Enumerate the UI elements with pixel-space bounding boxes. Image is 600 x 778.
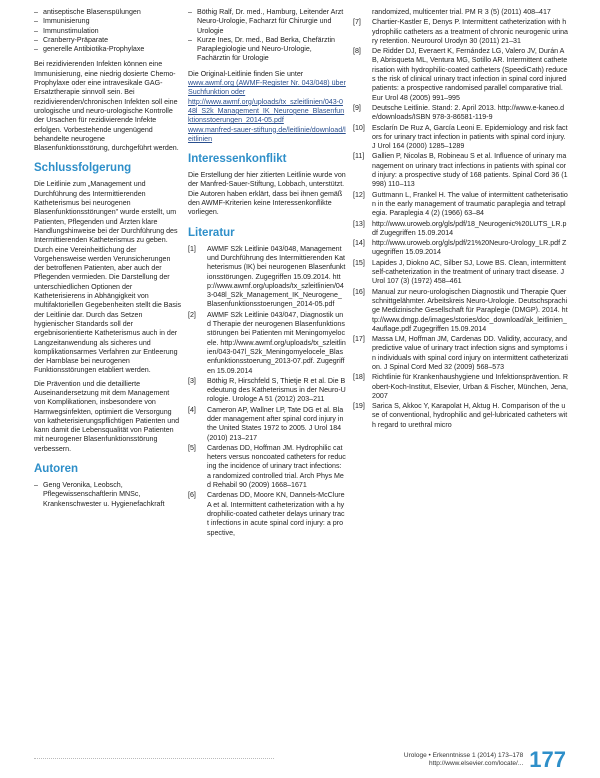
reference-number: [15] <box>353 258 365 267</box>
reference-number: [10] <box>353 123 365 132</box>
list-item: – Böthig Ralf, Dr. med., Hamburg, Leitender Arzt Neuro-Urologie, Facharzt für Chirurgie und Urologie <box>188 8 346 36</box>
list-item: – generelle Antibiotika-Prophylaxe <box>34 45 182 54</box>
reference-text: Lapides J, Diokno AC, Silber SJ, Lowe BS. Clean, intermittent self-catheterization in the treatment of urinary tract disease. J Urol 107 (3) (1972) 458–461 <box>372 258 566 286</box>
paragraph: Die Original-Leitlinie finden Sie unter <box>188 69 304 78</box>
reference-item <box>353 152 568 189</box>
reference-number: [4] <box>188 405 196 414</box>
reference-item <box>353 8 568 17</box>
reference-number: [9] <box>353 103 361 112</box>
reference-item <box>353 402 568 430</box>
reference-text: Massa LM, Hoffman JM, Cardenas DD. Validity, accuracy, and predictive value of urinary tract infection signs and symptoms in individuals with spinal cord injury on intermittent catheterization. J Spinal Cord Med 32 (2009) 568–573 <box>372 335 568 371</box>
reference-number: [3] <box>188 376 196 385</box>
reference-list <box>353 8 568 430</box>
section-heading-conclusion: Schlussfolgerung <box>34 162 132 175</box>
reference-number: [16] <box>353 287 365 296</box>
reference-item <box>188 406 346 443</box>
reference-text: Böthig R, Hirschfeld S, Thietje R et al. Die Bedeutung des Katheterismus in der Neuro-Urologie. Urologe A 51 (2012) 203–211 <box>207 376 346 404</box>
reference-text: Deutsche Leitlinie. Stand: 2. April 2013. http://www.e-kaneo.de/downloads/ISBN 978-3-86581-119-9 <box>372 103 565 122</box>
reference-number: [7] <box>353 18 361 27</box>
reference-text: Cardenas DD, Moore KN, Dannels-McClure A et al. Intermittent catheterization with a hydrophilic-coated catheter delays urinary tract infections in acute spinal cord injury: a prospective, <box>207 491 345 537</box>
reference-text: http://www.uroweb.org/gls/pdf/18_Neurogenic%20LUTS_LR.pdf Zugegriffen 15.09.2014 <box>372 219 567 237</box>
reference-item <box>353 220 568 239</box>
reference-item <box>353 373 568 401</box>
reference-item <box>353 191 568 219</box>
list-item: – Immunisierung <box>34 17 182 26</box>
section-heading-authors: Autoren <box>34 463 79 476</box>
footer-rule <box>34 758 274 759</box>
reference-item <box>353 288 568 334</box>
journal-citation: Urologe • Erkenntnisse 1 (2014) 173–178 <box>403 752 524 759</box>
reference-item <box>353 104 568 123</box>
reference-text: Esclarín De Ruz A, García Leoni E. Epidemiology and risk factors for urinary tract infection in patients with spinal cord injury. J Urol 164 (2000) 1285–1289 <box>372 123 568 151</box>
reference-number: [1] <box>188 244 196 253</box>
paragraph: Die Leitlinie zum „Management und Durchführung des Intermittierenden Katheterismus bei neurogenen Blasenfunktionsstörungen" wurde erstellt, um Patienten, Pflegenden und Ärzten klare Handlungshinweise bei der Durchführung des Intermittierenden Katheterismus zu geben. Durch eine Vereinheitlichung der Vorgehensweise werden Verunsicherungen der betroffenen Patienten, aber auch der Pflegenden vermieden. Die Darstellung der unterschiedlichen Optionen der Katheterisierens in Abhängigkeit von multifaktoriellen Gegebenheiten stellt die Basis der Leitlinie dar. Durch das Setzen hygienischer Standards soll der ergebnisorientierte Katheterismus auch in der Langzeitanwendung als sicheres und komplikationsarmes Verfahren zur Entleerung der Harnblase bei neurogenen Funktionsstörungen etabliert werden. <box>34 180 182 375</box>
reference-item <box>353 47 568 103</box>
reference-number: [13] <box>353 219 365 228</box>
reference-text: Cameron AP, Wallner LP, Tate DG et al. Bladder management after spinal cord injury in the United States 1972 to 2005. J Urol 184 (2010) 213–217 <box>207 405 344 442</box>
reference-text: Manual zur neuro-urologischen Diagnostik und Therapie Querschnittgelähmter. Arbeitskreis Neuro-Urologie. Deutschsprachige Medizinische Gesellschaft für Paraplegie (DMGP). 2014. http://www.dmgp.de/images/stories/doc_download/ak_leitlinien_4auflage.pdf Zugegriffen 15.09.2014 <box>372 287 568 333</box>
reference-number: [11] <box>353 152 365 161</box>
reference-item <box>188 311 346 376</box>
footer-citation <box>404 752 523 768</box>
reference-text: De Ridder DJ, Everaert K, Fernández LG, Valero JV, Durán AB, Abrisqueta ML, Ventura MG, Sotillo AR. Intermittent catheterisation with hydrophilic-coated catheters (SpeediCath) reduces the risk of clinical urinary tract infection in spinal cord injured patients: a prospective randomised parallel comparative trial. Eur Urol 48 (2005) 991–995 <box>372 47 568 102</box>
section-heading-conflict: Interessenkonflikt <box>188 153 287 166</box>
page-footer <box>404 748 566 772</box>
guideline-link[interactable]: http://www.awmf.org/uploads/tx_szleitlinien/043-048l_S2k_Management_IK_Neurogene_Blasenfunktionsstoerungen_2014-05.pdf <box>188 97 345 125</box>
reference-item <box>353 124 568 152</box>
column-1 <box>34 8 182 509</box>
paragraph: Bei rezidivierenden Infekten können eine Immunisierung, eine niedrig dosierte Chemo-Prophylaxe oder eine intravesikale GAG-Ersatztherapie sinnvoll sein. Bei rezidivierenden/chronischen Infekten soll eine urologische und neuro-urologische Kontrolle der Ursachen für rezidivierende Infekte erfolgen. Vorbestehende ungenügend behandelte neurogene Blasenfunktionsstörung, durchgeführt werden. <box>34 60 179 153</box>
reference-number: [14] <box>353 239 365 248</box>
column-2 <box>188 8 346 539</box>
section-heading-literature: Literatur <box>188 226 235 239</box>
reference-text: Guttmann L, Frankel H. The value of intermittent catheterisation in the early management of traumatic paraplegia and tetraplegia. Paraplegia 4 (2) (1966) 63–84 <box>372 190 568 218</box>
list-item: – Geng Veronika, Leobsch, Pflegewissenschaftlerin MNSc, Krankenschwester u. Hygienefachkraft <box>34 481 182 509</box>
reference-number: [12] <box>353 190 365 199</box>
reference-item <box>188 377 346 405</box>
journal-url[interactable]: http://www.elsevier.com/locate/... <box>428 760 524 767</box>
reference-text: Sarica S, Akkoc Y, Karapolat H, Aktug H. Comparison of the use of conventional, hydrophilic and gel-lubricated catheters with regard to urethral micro <box>372 402 568 429</box>
reference-text: AWMF S2k Leitlinie 043/048, Management und Durchführung des Intermittierenden Katheterismus (IK) bei neurogenen Blasenfunktionsstörungen. Zugegriffen 15.09.2014. http://www.awmf.org/uploads/tx_szleitlinien/043-048l_S2k_Management_IK_Neurogene_Blasenfunktionsstoerungen_2014-05.pdf <box>207 244 346 309</box>
reference-number: [18] <box>353 373 365 382</box>
reference-number: [2] <box>188 310 196 319</box>
reference-text: Gallien P, Nicolas B, Robineau S et al. Influence of urinary management on urinary tract infections in patients with spinal cord injury: a prospective study of 168 patients. Spinal Cord 36 (1998) 110–113 <box>372 152 568 189</box>
bullet-list <box>34 8 182 54</box>
reference-item <box>188 245 346 310</box>
reference-text: Chartier-Kastler E, Denys P. Intermittent catheterization with hydrophilic catheters as a treatment of chronic neurogenic urinary retention. Neurourol Urodyn 30 (2011) 21–31 <box>372 18 568 45</box>
reference-number: [19] <box>353 402 365 411</box>
author-list <box>34 481 182 509</box>
guideline-link[interactable]: www.manfred-sauer-stiftung.de/leitlinie/download/leitlinien <box>188 125 346 143</box>
paragraph: Die Prävention und die detaillierte Auseinandersetzung mit dem Management von Komplikationen, insbesondere von Harnwegsinfekten, optimiert die Versorgung von katheterisierungspflichtigen Patienten und kann damit die Lebensqualität von Patienten mit neurogener Blasenfunktionsstörung verbessern. <box>34 379 180 453</box>
list-item: – Immunstimulation <box>34 27 182 36</box>
reference-item <box>353 259 568 287</box>
column-3 <box>353 8 568 431</box>
author-list-continued <box>188 8 346 64</box>
reference-text: AWMF S2k Leitlinie 043/047, Diagnostik und Therapie der neurogenen Blasenfunktionsstörungen bei Patienten mit Meningomyelocele. http://www.awmf.org/uploads/tx_szleitlinien/043-047l_S2k_Meningomyelocele_Blasenfunktionsstoerung_2013-07.pdf. Zugegriffen 15.09.2014 <box>207 310 346 375</box>
paragraph: Die Erstellung der hier zitierten Leitlinie wurde von der Manfred-Sauer-Stiftung, Lobbach, unterstützt. Die Autoren haben erklärt, dass bei ihnen gemäß den AWMF-Kriterien keine Interessenkonflikte vorliegen. <box>188 171 346 217</box>
reference-number: [17] <box>353 335 365 344</box>
reference-number: [5] <box>188 443 196 452</box>
reference-text: Cardenas DD, Hoffman JM. Hydrophilic catheters versus noncoated catheters for reducing the incidence of urinary tract infections: a randomized controlled trial. Arch Phys Med Rehabil 90 (2009) 1668–1671 <box>207 443 346 490</box>
reference-item <box>353 335 568 372</box>
reference-text: Richtlinie für Krankenhaushygiene und Infektionsprävention. Robert-Koch-Institut, Elsevier, Urban & Fischer, München, Jena, 2007 <box>372 373 568 400</box>
reference-item <box>353 18 568 46</box>
page-number: 177 <box>529 747 566 772</box>
reference-item <box>353 239 568 258</box>
reference-number: [6] <box>188 491 196 500</box>
list-item: – Kurze Ines, Dr. med., Bad Berka, Chefärztin Paraplegiologie und Neuro-Urologie, Fachärztin für Urologie <box>188 36 346 64</box>
reference-item <box>188 444 346 490</box>
guideline-link[interactable]: www.awmf.org (AWMF-Register Nr. 043/048) über Suchfunktion oder <box>188 79 346 97</box>
reference-text: randomized, multicenter trial. PM R 3 (5) (2011) 408–417 <box>372 8 551 16</box>
reference-list <box>188 245 346 538</box>
list-item: – Cranberry-Präparate <box>34 36 182 45</box>
reference-text: http://www.uroweb.org/gls/pdf/21%20Neuro-Urology_LR.pdf Zugegriffen 15.09.2014 <box>372 239 567 257</box>
list-item: – antiseptische Blasenspülungen <box>34 8 182 17</box>
reference-number: [8] <box>353 47 361 56</box>
reference-item <box>188 491 346 537</box>
